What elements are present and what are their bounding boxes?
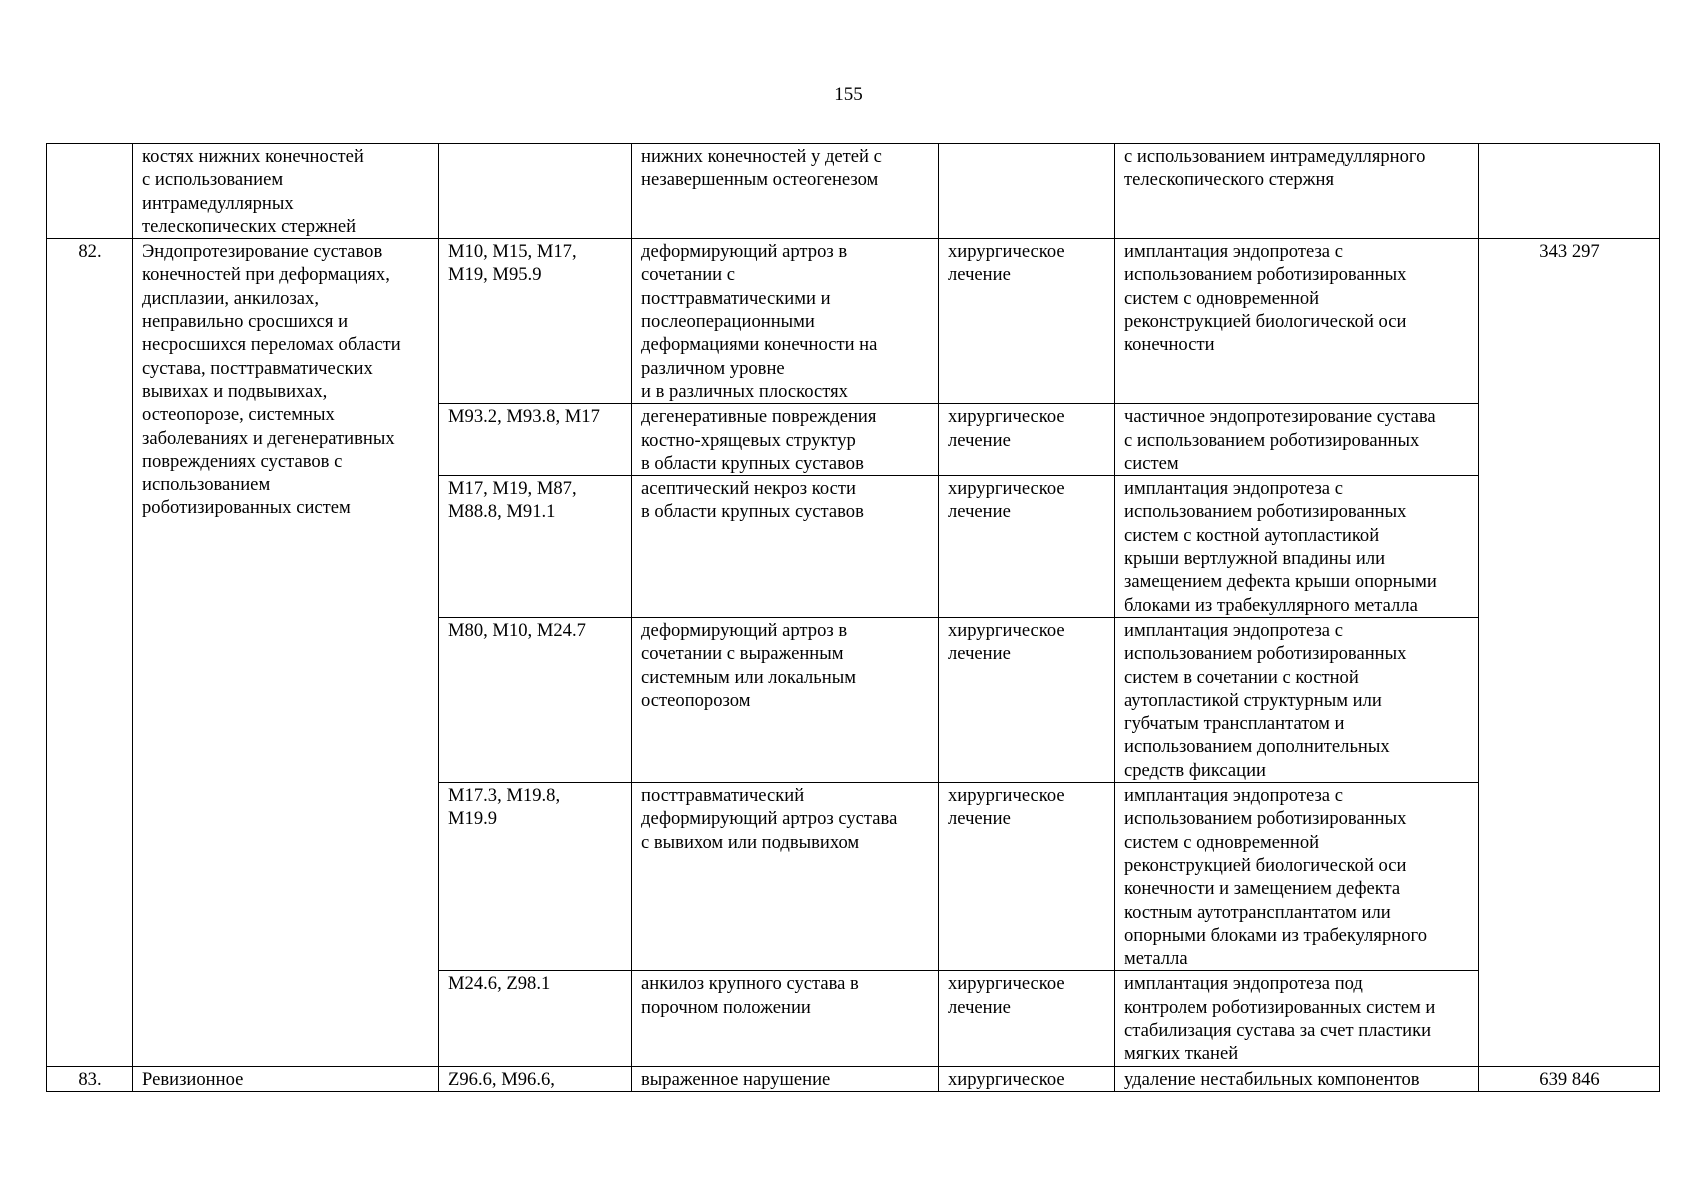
patient-model-cell: посттравматический деформирующий артроз сустава с вывихом или подвывихом: [632, 783, 939, 971]
patient-model-cell: деформирующий артроз в сочетании с выраженным системным или локальным остеопорозом: [632, 617, 939, 782]
treatment-method-cell: имплантация эндопротеза с использованием роботизированных систем в сочетании с костной аутопластикой структурным или губчатым трансплантатом и использованием дополнительных средств фиксации: [1115, 617, 1479, 782]
patient-model-cell: нижних конечностей у детей с незавершенным остеогенезом: [632, 144, 939, 239]
treatment-method-cell: удаление нестабильных компонентов: [1115, 1066, 1479, 1091]
icd-codes-cell: Z96.6, M96.6,: [439, 1066, 632, 1091]
treatment-method-cell: имплантация эндопротеза под контролем роботизированных систем и стабилизация сустава за счет пластики мягких тканей: [1115, 971, 1479, 1066]
row-number-cell: 82.: [47, 239, 133, 1066]
icd-codes-cell: M24.6, Z98.1: [439, 971, 632, 1066]
row-number-cell: [47, 144, 133, 239]
patient-model-cell: дегенеративные повреждения костно-хрящевых структур в области крупных суставов: [632, 404, 939, 476]
care-name-cell: Ревизионное: [133, 1066, 439, 1091]
table-row-83: [47, 1066, 1660, 1091]
treatment-method-cell: с использованием интрамедуллярного телескопического стержня: [1115, 144, 1479, 239]
patient-model-cell: асептический некроз кости в области крупных суставов: [632, 476, 939, 618]
table-row-continuation: [47, 144, 1660, 239]
treatment-type-cell: хирургическое: [939, 1066, 1115, 1091]
care-name-cell: Эндопротезирование суставов конечностей при деформациях, дисплазии, анкилозах, неправильно сросшихся и несросшихся переломах области сустава, посттравматических вывихах и подвывихах, остеопорозе, системных заболеваниях и дегенеративных повреждениях суставов с использованием роботизированных систем: [133, 239, 439, 1066]
page-number: 155: [834, 84, 863, 105]
treatment-type-cell: хирургическое лечение: [939, 971, 1115, 1066]
patient-model-cell: выраженное нарушение: [632, 1066, 939, 1091]
medical-care-table: [46, 143, 1660, 1092]
cost-cell: 343 297: [1479, 239, 1660, 1066]
treatment-method-cell: имплантация эндопротеза с использованием роботизированных систем с одновременной реконструкцией биологической оси конечности: [1115, 239, 1479, 404]
icd-codes-cell: [439, 144, 632, 239]
icd-codes-cell: M80, M10, M24.7: [439, 617, 632, 782]
treatment-type-cell: хирургическое лечение: [939, 783, 1115, 971]
treatment-type-cell: [939, 144, 1115, 239]
treatment-method-cell: имплантация эндопротеза с использованием роботизированных систем с костной аутопластикой крыши вертлужной впадины или замещением дефекта крыши опорными блоками из трабекуллярного металла: [1115, 476, 1479, 618]
care-name-cell: костях нижних конечностей с использованием интрамедуллярных телескопических стержней: [133, 144, 439, 239]
icd-codes-cell: M17.3, M19.8, M19.9: [439, 783, 632, 971]
patient-model-cell: деформирующий артроз в сочетании с посттравматическими и послеоперационными деформациями конечности на различном уровне и в различных плоскостях: [632, 239, 939, 404]
treatment-type-cell: хирургическое лечение: [939, 617, 1115, 782]
cost-cell: 639 846: [1479, 1066, 1660, 1091]
patient-model-cell: анкилоз крупного сустава в порочном положении: [632, 971, 939, 1066]
treatment-type-cell: хирургическое лечение: [939, 476, 1115, 618]
treatment-method-cell: частичное эндопротезирование сустава с использованием роботизированных систем: [1115, 404, 1479, 476]
treatment-method-cell: имплантация эндопротеза с использованием роботизированных систем с одновременной реконструкцией биологической оси конечности и замещением дефекта костным аутотрансплантатом или опорными блоками из трабекулярного металла: [1115, 783, 1479, 971]
icd-codes-cell: M10, M15, M17, M19, M95.9: [439, 239, 632, 404]
row-number-cell: 83.: [47, 1066, 133, 1091]
treatment-type-cell: хирургическое лечение: [939, 404, 1115, 476]
icd-codes-cell: M17, M19, M87, M88.8, M91.1: [439, 476, 632, 618]
table-row-82: [47, 239, 1660, 404]
icd-codes-cell: M93.2, M93.8, M17: [439, 404, 632, 476]
treatment-type-cell: хирургическое лечение: [939, 239, 1115, 404]
cost-cell: [1479, 144, 1660, 239]
